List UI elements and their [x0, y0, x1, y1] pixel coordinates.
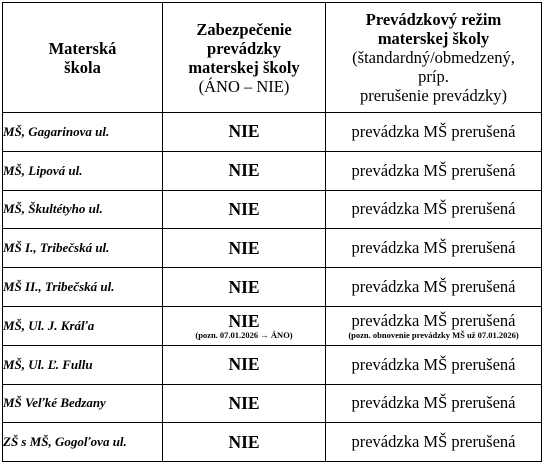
- operation-mode: prevádzka MŠ prerušená: [326, 423, 542, 462]
- school-name: MŠ, Ul. Ľ. Fullu: [3, 345, 163, 384]
- operation-mode: prevádzka MŠ prerušená: [326, 151, 542, 190]
- table-header-row: [3, 3, 542, 113]
- operation-mode: prevádzka MŠ prerušená: [326, 345, 542, 384]
- school-name: MŠ, Škultétyho ul.: [3, 190, 163, 229]
- header-provision-line: Zabezpečenie: [196, 19, 292, 39]
- provision-status: NIE: [163, 345, 326, 384]
- header-school-line: škola: [64, 57, 101, 77]
- header-provision: [163, 3, 326, 113]
- table-row: [3, 113, 542, 152]
- header-mode-options: (štandardný/obmedzený,: [352, 48, 515, 67]
- table-row: [3, 229, 542, 268]
- operation-mode: prevádzka MŠ prerušená: [326, 229, 542, 268]
- header-mode-line: Prevádzkový režim: [365, 10, 502, 29]
- provision-status-cell: [163, 306, 326, 345]
- provision-status: NIE: [163, 151, 326, 190]
- table-row: [3, 190, 542, 229]
- school-name: MŠ, Gagarinova ul.: [3, 113, 163, 152]
- provision-status: NIE: [163, 229, 326, 268]
- header-provision-line: prevádzky: [207, 38, 281, 58]
- school-name: MŠ, Lipová ul.: [3, 151, 163, 190]
- provision-status: NIE: [163, 384, 326, 423]
- school-name: MŠ, Ul. J. Kráľa: [3, 306, 163, 345]
- table-row: [3, 423, 542, 462]
- table-row: [3, 268, 542, 307]
- school-name: MŠ II., Tribečská ul.: [3, 268, 163, 307]
- operation-mode: prevádzka MŠ prerušená: [351, 310, 516, 330]
- header-provision-line: materskej školy: [188, 57, 300, 77]
- provision-status: NIE: [163, 190, 326, 229]
- provision-status-note: (pozn. 07.01.2026 → ÁNO): [195, 329, 293, 340]
- provision-status: NIE: [163, 113, 326, 152]
- table-row: [3, 384, 542, 423]
- header-mode: [326, 3, 542, 113]
- table-row: [3, 306, 542, 345]
- header-provision-options: (ÁNO – NIE): [198, 76, 290, 96]
- kindergarten-table: [2, 2, 542, 462]
- operation-mode: prevádzka MŠ prerušená: [326, 268, 542, 307]
- provision-status: NIE: [163, 423, 326, 462]
- school-name: MŠ I., Tribečská ul.: [3, 229, 163, 268]
- provision-status: NIE: [228, 310, 260, 331]
- header-mode-line: materskej školy: [377, 29, 490, 48]
- header-mode-options: prerušenie prevádzky): [359, 86, 508, 105]
- provision-status: NIE: [163, 268, 326, 307]
- school-name: ZŠ s MŠ, Gogoľova ul.: [3, 423, 163, 462]
- operation-mode: prevádzka MŠ prerušená: [326, 113, 542, 152]
- table-row: [3, 151, 542, 190]
- school-name: MŠ Veľké Bedzany: [3, 384, 163, 423]
- header-school-line: Materská: [48, 38, 117, 58]
- header-mode-options: príp.: [418, 67, 449, 86]
- operation-mode-cell: [326, 306, 542, 345]
- header-school: [3, 3, 163, 113]
- table-row: [3, 345, 542, 384]
- operation-mode-note: (pozn. obnovenie prevádzky MŠ už 07.01.2026): [348, 329, 519, 340]
- operation-mode: prevádzka MŠ prerušená: [326, 190, 542, 229]
- operation-mode: prevádzka MŠ prerušená: [326, 384, 542, 423]
